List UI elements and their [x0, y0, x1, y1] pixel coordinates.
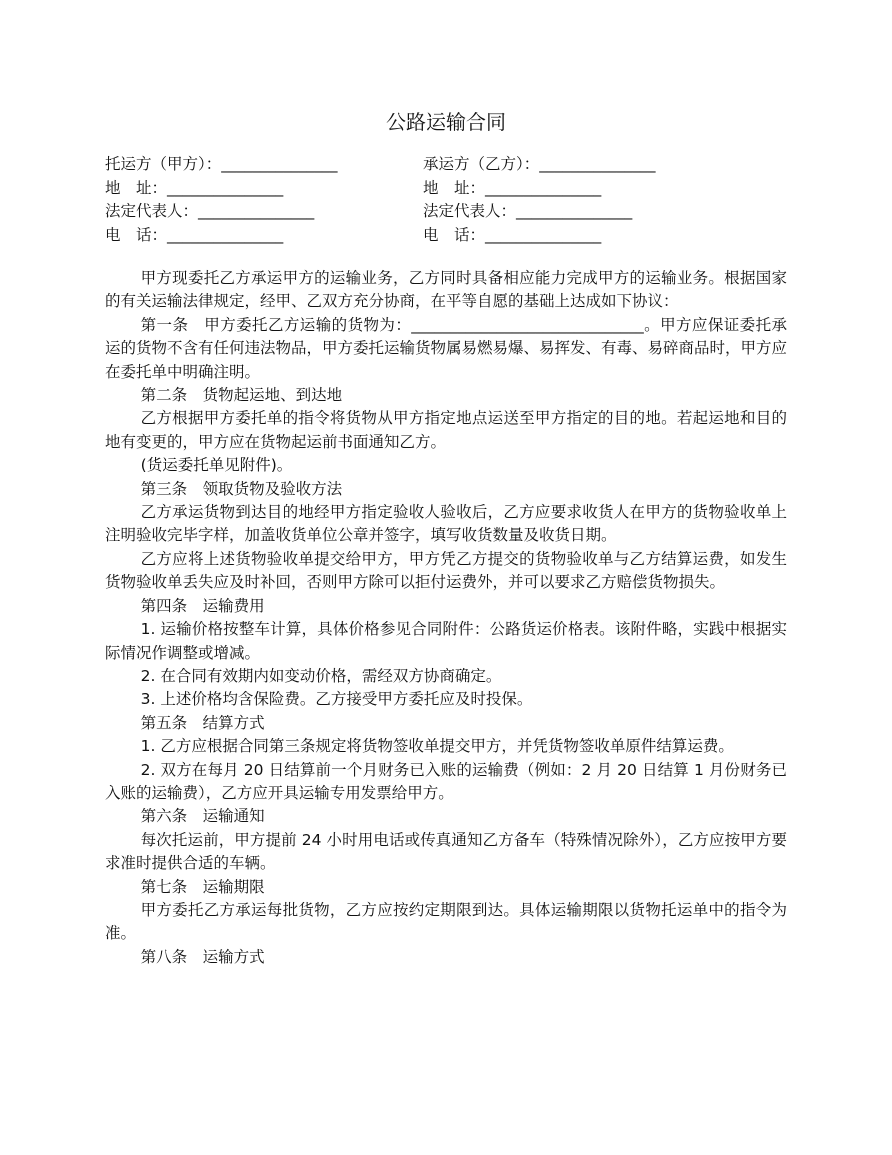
article-4-item-2: 2. 在合同有效期内如变动价格，需经双方协商确定。	[140, 666, 502, 685]
article-1-paragraph: 第一条 甲方委托乙方运输的货物为：______________________________。甲方应保证委托承运的货物不含有任何违法物品，甲方委托运输货物属易燃易爆、易挥发、有毒、易碎商品时，甲方应在委托单中明确注明。	[105, 315, 788, 381]
carrier-address-field: 地 址：_______________	[423, 178, 602, 197]
article-4-item-3: 3. 上述价格均含保险费。乙方接受甲方委托应及时投保。	[140, 690, 533, 709]
article-2-note: (货运委托单见附件)。	[140, 456, 293, 475]
carrier-name-field: 承运方（乙方）：_______________	[423, 155, 656, 173]
article-7-paragraph: 甲方委托乙方承运每批货物，乙方应按约定期限到达。具体运输期限以货物托运单中的指令为准。	[105, 900, 787, 943]
contract-body	[105, 267, 787, 969]
article-7-heading: 第七条 运输期限	[140, 877, 265, 896]
party-info-block	[105, 153, 805, 247]
document-title: 公路运输合同	[386, 110, 506, 134]
party-row-phone	[105, 224, 805, 248]
article-3-heading: 第三条 领取货物及验收方法	[140, 479, 343, 498]
carrier-representative-field: 法定代表人：_______________	[423, 202, 633, 220]
party-row-name	[105, 153, 805, 177]
preamble-paragraph: 甲方现委托乙方承运甲方的运输业务，乙方同时具备相应能力完成甲方的运输业务。根据国家的有关运输法律规定，经甲、乙双方充分协商，在平等自愿的基础上达成如下协议：	[105, 269, 787, 311]
shipper-name-field: 托运方（甲方）：_______________	[105, 155, 338, 173]
article-6-heading: 第六条 运输通知	[140, 807, 265, 826]
shipper-representative-field: 法定代表人：_______________	[105, 202, 315, 220]
shipper-address-field: 地 址：_______________	[105, 178, 284, 197]
article-5-item-2: 2. 双方在每月 20 日结算前一个月财务已入账的运输费（例如：2 月 20 日结算 1 月份财务已入账的运输费），乙方应开具运输专用发票给甲方。	[105, 760, 787, 802]
article-5-heading: 第五条 结算方式	[140, 713, 265, 732]
party-row-address	[105, 177, 805, 201]
article-6-paragraph: 每次托运前，甲方提前 24 小时用电话或传真通知乙方备车（特殊情况除外），乙方应按甲方要求准时提供合适的车辆。	[105, 830, 787, 873]
carrier-phone-field: 电 话：_______________	[423, 225, 602, 244]
article-2-paragraph: 乙方根据甲方委托单的指令将货物从甲方指定地点运送至甲方指定的目的地。若起运地和目的地有变更的，甲方应在货物起运前书面通知乙方。	[105, 409, 787, 451]
article-5-item-1: 1. 乙方应根据合同第三条规定将货物签收单提交甲方，并凭货物签收单原件结算运费。	[140, 737, 734, 756]
shipper-phone-field: 电 话：_______________	[105, 225, 284, 244]
article-8-heading: 第八条 运输方式	[140, 947, 265, 966]
article-3-paragraph-2: 乙方应将上述货物验收单提交给甲方，甲方凭乙方提交的货物验收单与乙方结算运费，如发生货物验收单丢失应及时补回，否则甲方除可以拒付运费外，并可以要求乙方赔偿货物损失。	[105, 549, 787, 592]
article-3-paragraph-1: 乙方承运货物到达目的地经甲方指定验收人验收后，乙方应要求收货人在甲方的货物验收单上注明验收完毕字样，加盖收货单位公章并签字，填写收货数量及收货日期。	[105, 503, 787, 545]
article-4-heading: 第四条 运输费用	[140, 596, 265, 615]
article-2-heading: 第二条 货物起运地、到达地	[140, 386, 343, 405]
article-4-item-1: 1. 运输价格按整车计算，具体价格参见合同附件：公路货运价格表。该附件略，实践中根据实际情况作调整或增减。	[105, 620, 787, 662]
party-row-representative	[105, 200, 805, 224]
